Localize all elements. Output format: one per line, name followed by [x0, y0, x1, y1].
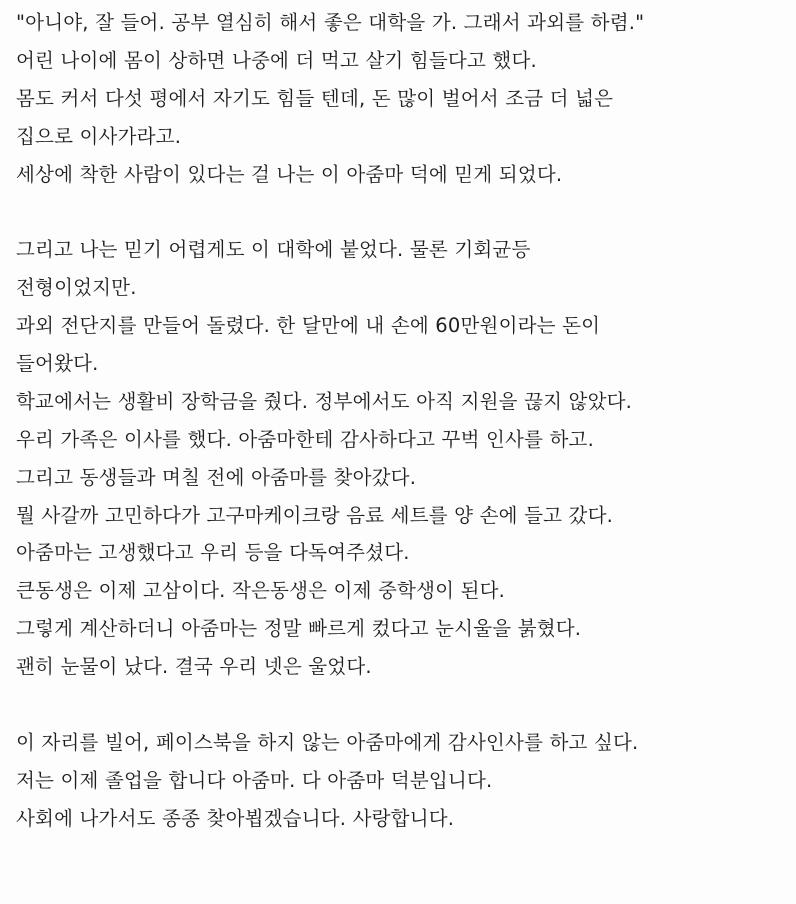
text-line: 괜히 눈물이 났다. 결국 우리 넷은 울었다.: [16, 655, 372, 679]
text-line: "아니야, 잘 들어. 공부 열심히 해서 좋은 대학을 가. 그래서 과외를 하렴.": [16, 11, 645, 34]
text-line: 과외 전단지를 만들어 돌렸다. 한 달만에 내 손에 60만원이라는 돈이: [16, 314, 601, 338]
text-line: 학교에서는 생활비 장학금을 줬다. 정부에서도 아직 지원을 끊지 않았다.: [16, 389, 633, 413]
text-line: 사회에 나가서도 종종 찾아뵙겠습니다. 사랑합니다.: [16, 806, 455, 830]
text-line: 어린 나이에 몸이 상하면 나중에 더 먹고 살기 힘들다고 했다.: [16, 48, 537, 72]
text-line: 큰동생은 이제 고삼이다. 작은동생은 이제 중학생이 된다.: [16, 579, 506, 603]
text-line: 그렇게 계산하더니 아줌마는 정말 빠르게 컸다고 눈시울을 붉혔다.: [16, 617, 582, 641]
text-line: 우리 가족은 이사를 했다. 아줌마한테 감사하다고 꾸벅 인사를 하고.: [16, 427, 594, 451]
text-line: 그리고 동생들과 며칠 전에 아줌마를 찾아갔다.: [16, 465, 417, 489]
letter-text: [16, 4, 786, 838]
text-line: 이 자리를 빌어, 페이스북을 하지 않는 아줌마에게 감사인사를 하고 싶다.: [16, 730, 639, 754]
text-line: 아줌마는 고생했다고 우리 등을 다독여주셨다.: [16, 541, 410, 565]
text-line: 그리고 나는 믿기 어렵게도 이 대학에 붙었다. 물론 기회균등: [16, 238, 531, 262]
paragraph-spacer: [16, 193, 786, 231]
text-line: 저는 이제 졸업을 합니다 아줌마. 다 아줌마 덕분입니다.: [16, 768, 493, 792]
text-line: 뭘 사갈까 고민하다가 고구마케이크랑 음료 세트를 양 손에 들고 갔다.: [16, 503, 614, 527]
text-line: 몸도 커서 다섯 평에서 자기도 힘들 텐데, 돈 많이 벌어서 조금 더 넓은: [16, 86, 614, 110]
text-line: 집으로 이사가라고.: [16, 124, 182, 148]
paragraph-spacer: [16, 686, 786, 724]
text-line: 전형이었지만.: [16, 276, 137, 300]
text-line: 들어왔다.: [16, 352, 99, 376]
text-line: 세상에 착한 사람이 있다는 걸 나는 이 아줌마 덕에 믿게 되었다.: [16, 162, 563, 186]
